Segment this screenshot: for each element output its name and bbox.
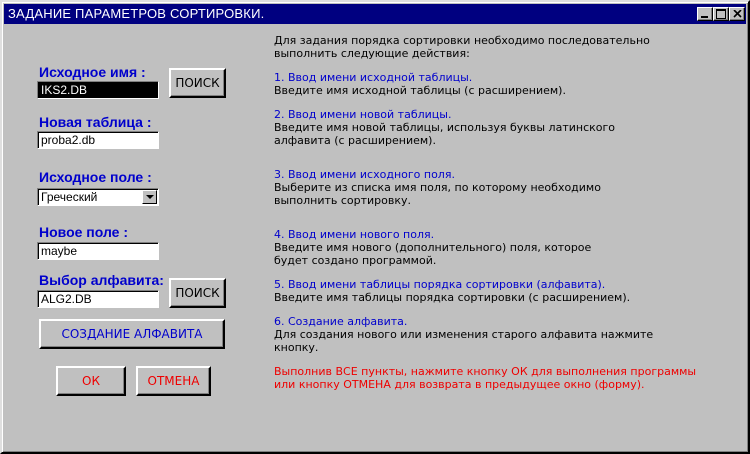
alphabet-label: Выбор алфавита: bbox=[39, 272, 164, 288]
alphabet-input[interactable]: ALG2.DB bbox=[37, 290, 159, 308]
step-6-text-2: кнопку. bbox=[274, 341, 319, 354]
final-line-1: Выполнив ВСЕ пункты, нажмите кнопку ОК для выполнения программы bbox=[274, 365, 697, 378]
close-icon[interactable] bbox=[729, 7, 745, 21]
step-4-text-1: Введите имя нового (дополнительного) поля, которое bbox=[274, 241, 592, 254]
instruction-step-1 bbox=[274, 71, 566, 97]
step-1-title: 1. Ввод имени исходной таблицы. bbox=[274, 71, 473, 84]
minimize-icon[interactable] bbox=[697, 7, 713, 21]
step-3-title: 3. Ввод имени исходного поля. bbox=[274, 168, 455, 181]
instruction-step-4 bbox=[274, 228, 591, 267]
maximize-icon[interactable] bbox=[713, 7, 729, 21]
source-field-label: Исходное поле : bbox=[39, 169, 152, 185]
ok-button[interactable]: ОК bbox=[56, 366, 126, 396]
instruction-final bbox=[274, 365, 696, 391]
step-2-title: 2. Ввод имени новой таблицы. bbox=[274, 108, 452, 121]
source-field-select[interactable] bbox=[37, 188, 159, 206]
title-bar[interactable] bbox=[4, 4, 746, 24]
instructions-intro bbox=[274, 34, 650, 60]
search-button-source[interactable]: ПОИСК bbox=[169, 68, 226, 98]
step-3-text-1: Выберите из списка имя поля, по которому необходимо bbox=[274, 181, 601, 194]
step-6-title: 6. Создание алфавита. bbox=[274, 315, 408, 328]
step-3-text-2: выполнить сортировку. bbox=[274, 194, 412, 207]
instruction-step-5 bbox=[274, 278, 630, 304]
chevron-down-icon[interactable] bbox=[142, 190, 157, 204]
step-6-text-1: Для создания нового или изменения старого алфавита нажмите bbox=[274, 328, 654, 341]
source-field-selected-value: Греческий bbox=[41, 190, 98, 204]
new-table-input[interactable]: proba2.db bbox=[37, 131, 159, 149]
intro-line-2: выполнить следующие действия: bbox=[274, 47, 470, 60]
step-1-text-1: Введите имя исходной таблицы (с расширением). bbox=[274, 84, 566, 97]
step-2-text-1: Введите имя новой таблицы, используя буквы латинского bbox=[274, 121, 615, 134]
source-name-input[interactable]: IKS2.DB bbox=[37, 81, 159, 99]
instruction-step-3 bbox=[274, 168, 601, 207]
final-line-2: или кнопку ОТМЕНА для возврата в предыдущее окно (форму). bbox=[274, 378, 645, 391]
cancel-button[interactable]: ОТМЕНА bbox=[136, 366, 211, 396]
source-name-label: Исходное имя : bbox=[39, 64, 146, 80]
step-5-title: 5. Ввод имени таблицы порядка сортировки (алфавита). bbox=[274, 278, 606, 291]
create-alphabet-button[interactable]: СОЗДАНИЕ АЛФАВИТА bbox=[39, 319, 225, 349]
step-4-title: 4. Ввод имени нового поля. bbox=[274, 228, 435, 241]
window-title: ЗАДАНИЕ ПАРАМЕТРОВ СОРТИРОВКИ. bbox=[8, 6, 265, 21]
step-2-text-2: алфавита (с расширением). bbox=[274, 134, 436, 147]
new-field-input[interactable]: maybe bbox=[37, 242, 159, 260]
new-field-label: Новое поле : bbox=[39, 224, 129, 240]
intro-line-1: Для задания порядка сортировки необходимо последовательно bbox=[274, 34, 650, 47]
step-4-text-2: будет создано программой. bbox=[274, 254, 437, 267]
instruction-step-2 bbox=[274, 108, 615, 147]
search-button-alphabet[interactable]: ПОИСК bbox=[169, 278, 226, 308]
step-5-text-1: Введите имя таблицы порядка сортировки (с расширением). bbox=[274, 291, 631, 304]
new-table-label: Новая таблица : bbox=[39, 114, 152, 130]
instruction-step-6 bbox=[274, 315, 653, 354]
